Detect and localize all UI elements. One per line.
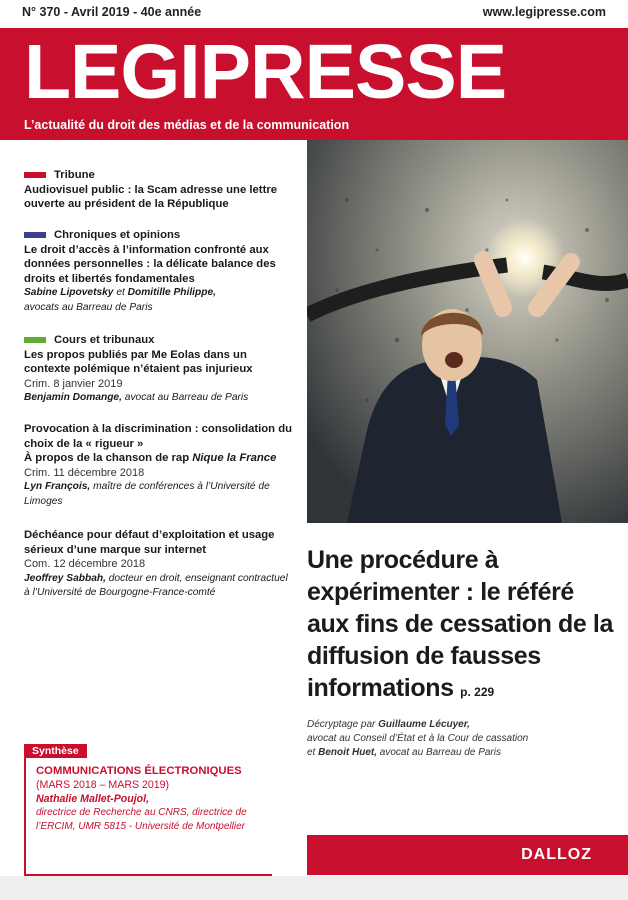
cover-illustration [307,140,628,523]
synthese-affiliation: directrice de Recherche au CNRS, directrice de l’ERCIM, UMR 5815 - Université de Montpellier [36,807,247,832]
bottom-strip [0,876,628,900]
rubric-marker [24,337,46,343]
tagline: L’actualité du droit des médias et de la communication [24,118,350,132]
entry-ref: Crim. 11 décembre 2018 [24,466,145,479]
entry-title: Le droit d’accès à l’information confronté aux données personnelles : la délicate balance des droits et libertés fondamentales [24,243,276,285]
synthese-period: (MARS 2018 – MARS 2019) [36,779,170,791]
synthese-label: Synthèse [24,744,87,758]
toc-entry-provocation[interactable] [24,422,294,510]
entry-title: Déchéance pour défaut d’exploitation et usage sérieux d’une marque sur internet [24,529,275,556]
rubric-chroniques: Chroniques et opinions [24,228,294,243]
synthese-author: Nathalie Mallet-Poujol, [36,793,150,805]
entry-ref: Com. 12 décembre 2018 [24,558,146,571]
publisher-name: DALLOZ [521,846,592,863]
entry-ref: Crim. 8 janvier 2019 [24,377,123,390]
entry-author: Benjamin Domange, avocat au Barreau de Paris [24,392,249,404]
entry-author: Jeoffrey Sabbah, docteur en droit, enseignant contractuel à l’Université de Bourgogne-France-comté [24,572,288,599]
cover-headline[interactable]: Une procédure à expérimenter : le référé aux fins de cessation de la diffusion de fausses informations p. 229 [307,546,613,702]
rubric-marker [24,172,46,178]
toc-entry-cours[interactable] [24,333,294,406]
feature-authors: Décryptage par Guillaume Lécuyer, avocat au Conseil d’État et à la Cour de cassation et Benoit Huet, avocat au Barreau de Paris [307,719,529,758]
synthese-body[interactable] [36,764,286,834]
toc-entry-tribune[interactable] [24,168,294,212]
page-reference: p. 229 [460,685,495,699]
publisher-logo [307,835,628,875]
entry-title: Provocation à la discrimination : consolidation du choix de la « rigueur » [24,423,293,450]
top-bar [0,0,628,28]
entry-title: Audiovisuel public : la Scam adresse une lettre ouverte au président de la République [24,183,278,211]
masthead [0,28,628,140]
rubric-marker [24,232,46,238]
entry-author: Sabine Lipovetsky et Domitille Philippe, [24,287,216,299]
toc-entry-decheance[interactable] [24,528,294,601]
rubric-tribune: Tribune [24,168,294,183]
entry-title: Les propos publiés par Me Eolas dans un contexte polémique n’étaient pas injurieux [24,348,253,376]
synthese-title: COMMUNICATIONS ÉLECTRONIQUES [36,765,242,777]
entry-subtitle: À propos de la chanson de rap Nique la France [24,452,277,465]
issue-info: N° 370 - Avril 2019 - 40e année [22,5,202,19]
logo: LEGIPRESSE [24,29,507,115]
entry-author: Lyn François, maître de conférences à l’Université de Limoges [24,481,270,507]
cover-photo [307,140,628,523]
rubric-cours: Cours et tribunaux [24,333,294,348]
entry-role: avocats au Barreau de Paris [24,301,153,313]
website-link[interactable]: www.legipresse.com [482,5,606,19]
toc-entry-chroniques[interactable] [24,228,294,316]
